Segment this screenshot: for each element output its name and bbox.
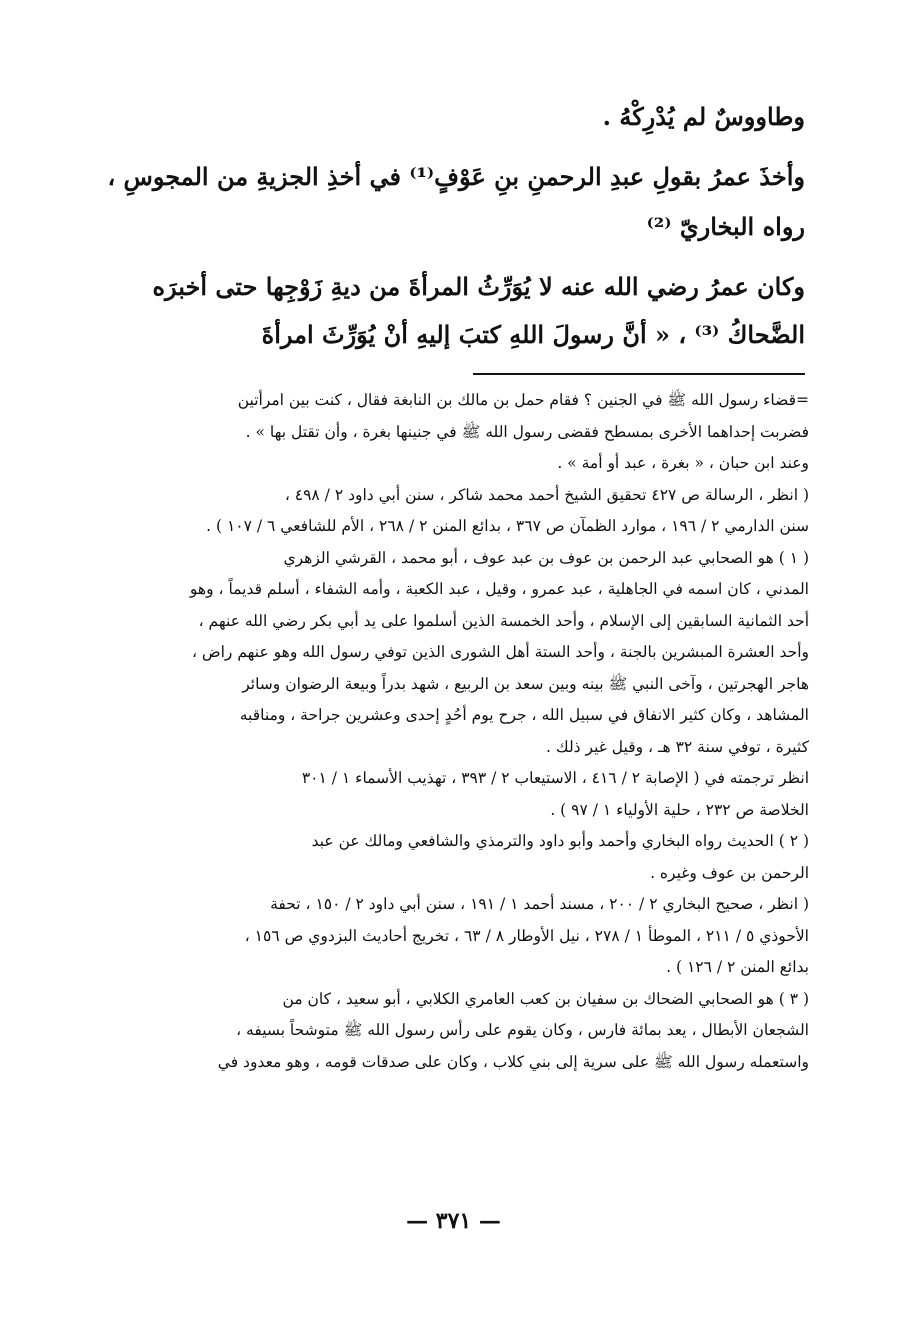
footnote-line: أحد الثمانية السابقين إلى الإسلام ، وأحد الخمسة الذين أسلموا على يد أبي بكر رضي الله عنهم ، <box>198 611 809 630</box>
footnote-line: ( ٣ ) هو الصحابي الضحاك بن سفيان بن كعب العامري الكلابي ، أبو سعيد ، كان من <box>282 989 809 1008</box>
footnote-divider <box>473 373 805 375</box>
main-line: وطاووسٌ لم يُدْرِكْهُ . <box>602 102 805 131</box>
footnote-line: ( ٢ ) الحديث رواه البخاري وأحمد وأبو داود والترمذي والشافعي ومالك عن عبد <box>311 832 809 850</box>
footnote-line: الرحمن بن عوف وغيره . <box>650 863 809 882</box>
footnote-line: وأحد العشرة المبشرين بالجنة ، وأحد الستة أهل الشورى الذين توفي رسول الله وهو عنهم راض ، <box>191 643 809 661</box>
footnote-line: ( انظر ، الرسالة ص ٤٢٧ تحقيق الشيخ أحمد محمد شاكر ، سنن أبي داود ٢ / ٤٩٨ ، <box>284 485 809 504</box>
footnote-line: بدائع المنن ٢ / ١٢٦ ) . <box>666 958 809 976</box>
footnote-line: الخلاصة ص ٢٣٢ ، حلية الأولياء ١ / ٩٧ ) . <box>550 800 809 819</box>
footnote-line: هاجر الهجرتين ، وآخى النبي ﷺ بينه وبين سعد بن الربيع ، شهد بدراً وبيعة الرضوان وسائر <box>242 674 809 693</box>
footnote-line: فضربت إحداهما الأخرى بمسطح فقضى رسول الله ﷺ في جنينها بغرة ، وأن تقتل بها » . <box>245 422 809 441</box>
footnote-line: الأحوذي ٥ / ٢١١ ، الموطأ ١ / ٢٧٨ ، نيل الأوطار ٨ / ٦٣ ، تخريج أحاديث البزدوي ص ١٥٦ ، <box>244 926 809 945</box>
footnote-line: انظر ترجمته في ( الإصابة ٢ / ٤١٦ ، الاستيعاب ٢ / ٣٩٣ ، تهذيب الأسماء ١ / ٣٠١ <box>301 769 809 787</box>
footnote-line: ( انظر ، صحيح البخاري ٢ / ٢٠٠ ، مسند أحمد ١ / ١٩١ ، سنن أبي داود ٢ / ١٥٠ ، تحفة <box>270 895 809 913</box>
footnote-line: الشجعان الأبطال ، يعد بمائة فارس ، وكان يقوم على رأس رسول الله ﷺ متوشحاً بسيفه ، <box>236 1021 809 1039</box>
footnote-line: المدني ، كان اسمه في الجاهلية ، عبد عمرو ، وقيل ، عبد الكعبة ، وأمه الشفاء ، أسلم قديماً ، وهو <box>189 580 809 598</box>
main-line: رواه البخاريّ ⁽²⁾ <box>646 212 805 241</box>
main-text-block <box>100 88 805 146</box>
footnote-line: وعند ابن حبان ، « بغرة ، عبد أو أمة » . <box>557 454 809 472</box>
footnote-line: سنن الدارمي ٢ / ١٩٦ ، موارد الظمآن ص ٣٦٧ ، بدائع المنن ٢ / ٢٦٨ ، الأم للشافعي ٦ / ١٠٧ ) . <box>206 517 809 535</box>
main-line: وكان عمرُ رضي الله عنه لا يُوَرِّثُ المرأةَ من ديةِ زَوْجِها حتى أخبرَه <box>152 272 805 301</box>
main-line: الضَّحاكُ ⁽³⁾ ، « أنَّ رسولَ اللهِ كتبَ إليهِ أنْ يُوَرِّثَ امرأةَ <box>261 320 805 349</box>
page-number: — ٣٧١ — <box>406 1208 501 1234</box>
footnote-line: كثيرة ، توفي سنة ٣٢ هـ ، وقيل غير ذلك . <box>546 737 809 756</box>
footnote-line: ( ١ ) هو الصحابي عبد الرحمن بن عوف بن عبد عوف ، أبو محمد ، القرشي الزهري <box>283 548 809 567</box>
main-line: وأخذَ عمرُ بقولِ عبدِ الرحمنِ بنِ عَوْفٍ⁽¹⁾ في أخذِ الجزيةِ من المجوسِ ، <box>107 162 805 191</box>
footnotes-block <box>99 385 809 1078</box>
main-text-block <box>100 148 805 256</box>
main-text-block <box>100 258 805 364</box>
footnote-line: واستعمله رسول الله ﷺ على سرية إلى بني كلاب ، وكان على صدقات قومه ، وهو معدود في <box>217 1052 809 1071</box>
footnote-line: =قضاء رسول الله ﷺ في الجنين ؟ فقام حمل بن مالك بن النابغة فقال ، كنت بين امرأتين <box>237 391 809 409</box>
footnote-line: المشاهد ، وكان كثير الانفاق في سبيل الله ، جرح يوم أحُدٍ إحدى وعشرين جراحة ، ومناقبه <box>239 706 809 724</box>
